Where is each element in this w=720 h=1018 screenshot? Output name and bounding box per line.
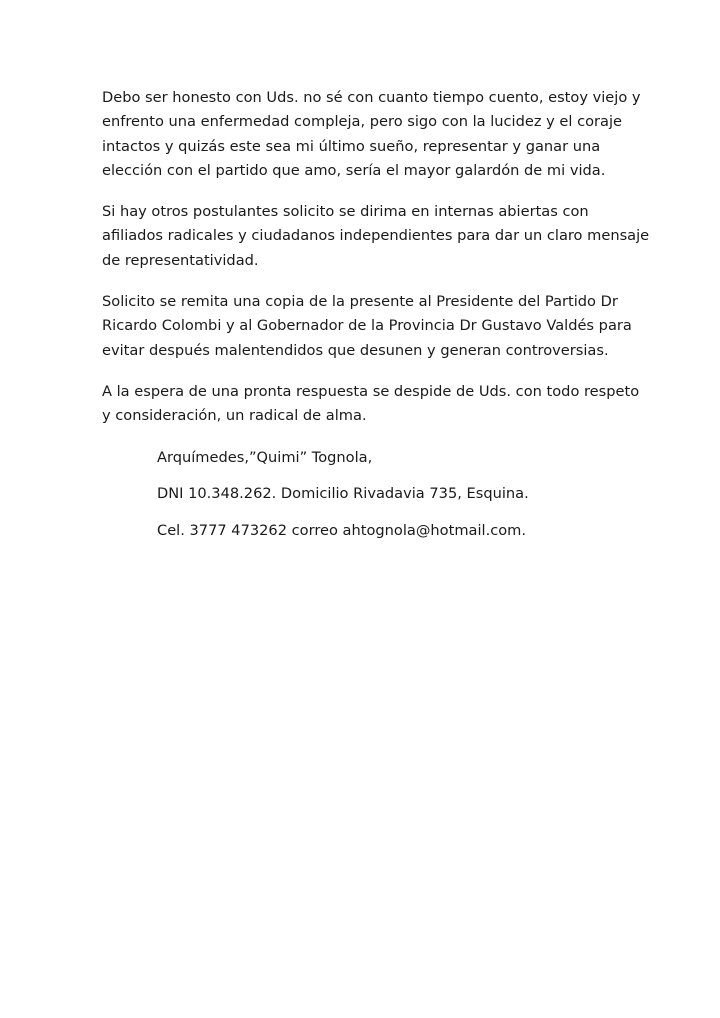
- signature-id-address: DNI 10.348.262. Domicilio Rivadavia 735, Esquina.: [157, 485, 529, 503]
- signature-block: [157, 446, 622, 544]
- text-line: Debo ser honesto con Uds. no sé con cuanto tiempo cuento, estoy viejo y: [102, 89, 641, 106]
- paragraph-closing: [102, 380, 640, 429]
- letter-body: [102, 86, 650, 556]
- text-line: Solicito se remita una copia de la presente al Presidente del Partido Dr: [102, 293, 618, 311]
- text-line: Ricardo Colombi y al Gobernador de la Provincia Dr Gustavo Valdés para: [102, 317, 632, 335]
- paragraph-copy-request: [102, 290, 632, 363]
- text-line: Si hay otros postulantes solicito se dirima en internas abiertas con: [102, 203, 589, 221]
- paragraph-health: [102, 86, 641, 183]
- paragraph-internal-elections: [102, 200, 650, 273]
- signature-contact: Cel. 3777 473262 correo ahtognola@hotmail.com.: [157, 522, 527, 540]
- text-line: A la espera de una pronta respuesta se despide de Uds. con todo respeto: [102, 382, 640, 400]
- text-line: enfrento una enfermedad compleja, pero sigo con la lucidez y el coraje: [102, 113, 623, 131]
- text-line: y consideración, un radical de alma.: [102, 407, 367, 425]
- text-line: de representatividad.: [102, 251, 259, 269]
- text-line: afiliados radicales y ciudadanos independientes para dar un claro mensaje: [102, 227, 650, 245]
- text-line: evitar después malentendidos que desunen y generan controversias.: [102, 341, 609, 359]
- text-line: elección con el partido que amo, sería el mayor galardón de mi vida.: [102, 161, 606, 179]
- text-line: intactos y quizás este sea mi último sueño, representar y ganar una: [102, 137, 601, 155]
- signature-name: Arquímedes,”Quimi” Tognola,: [157, 448, 373, 466]
